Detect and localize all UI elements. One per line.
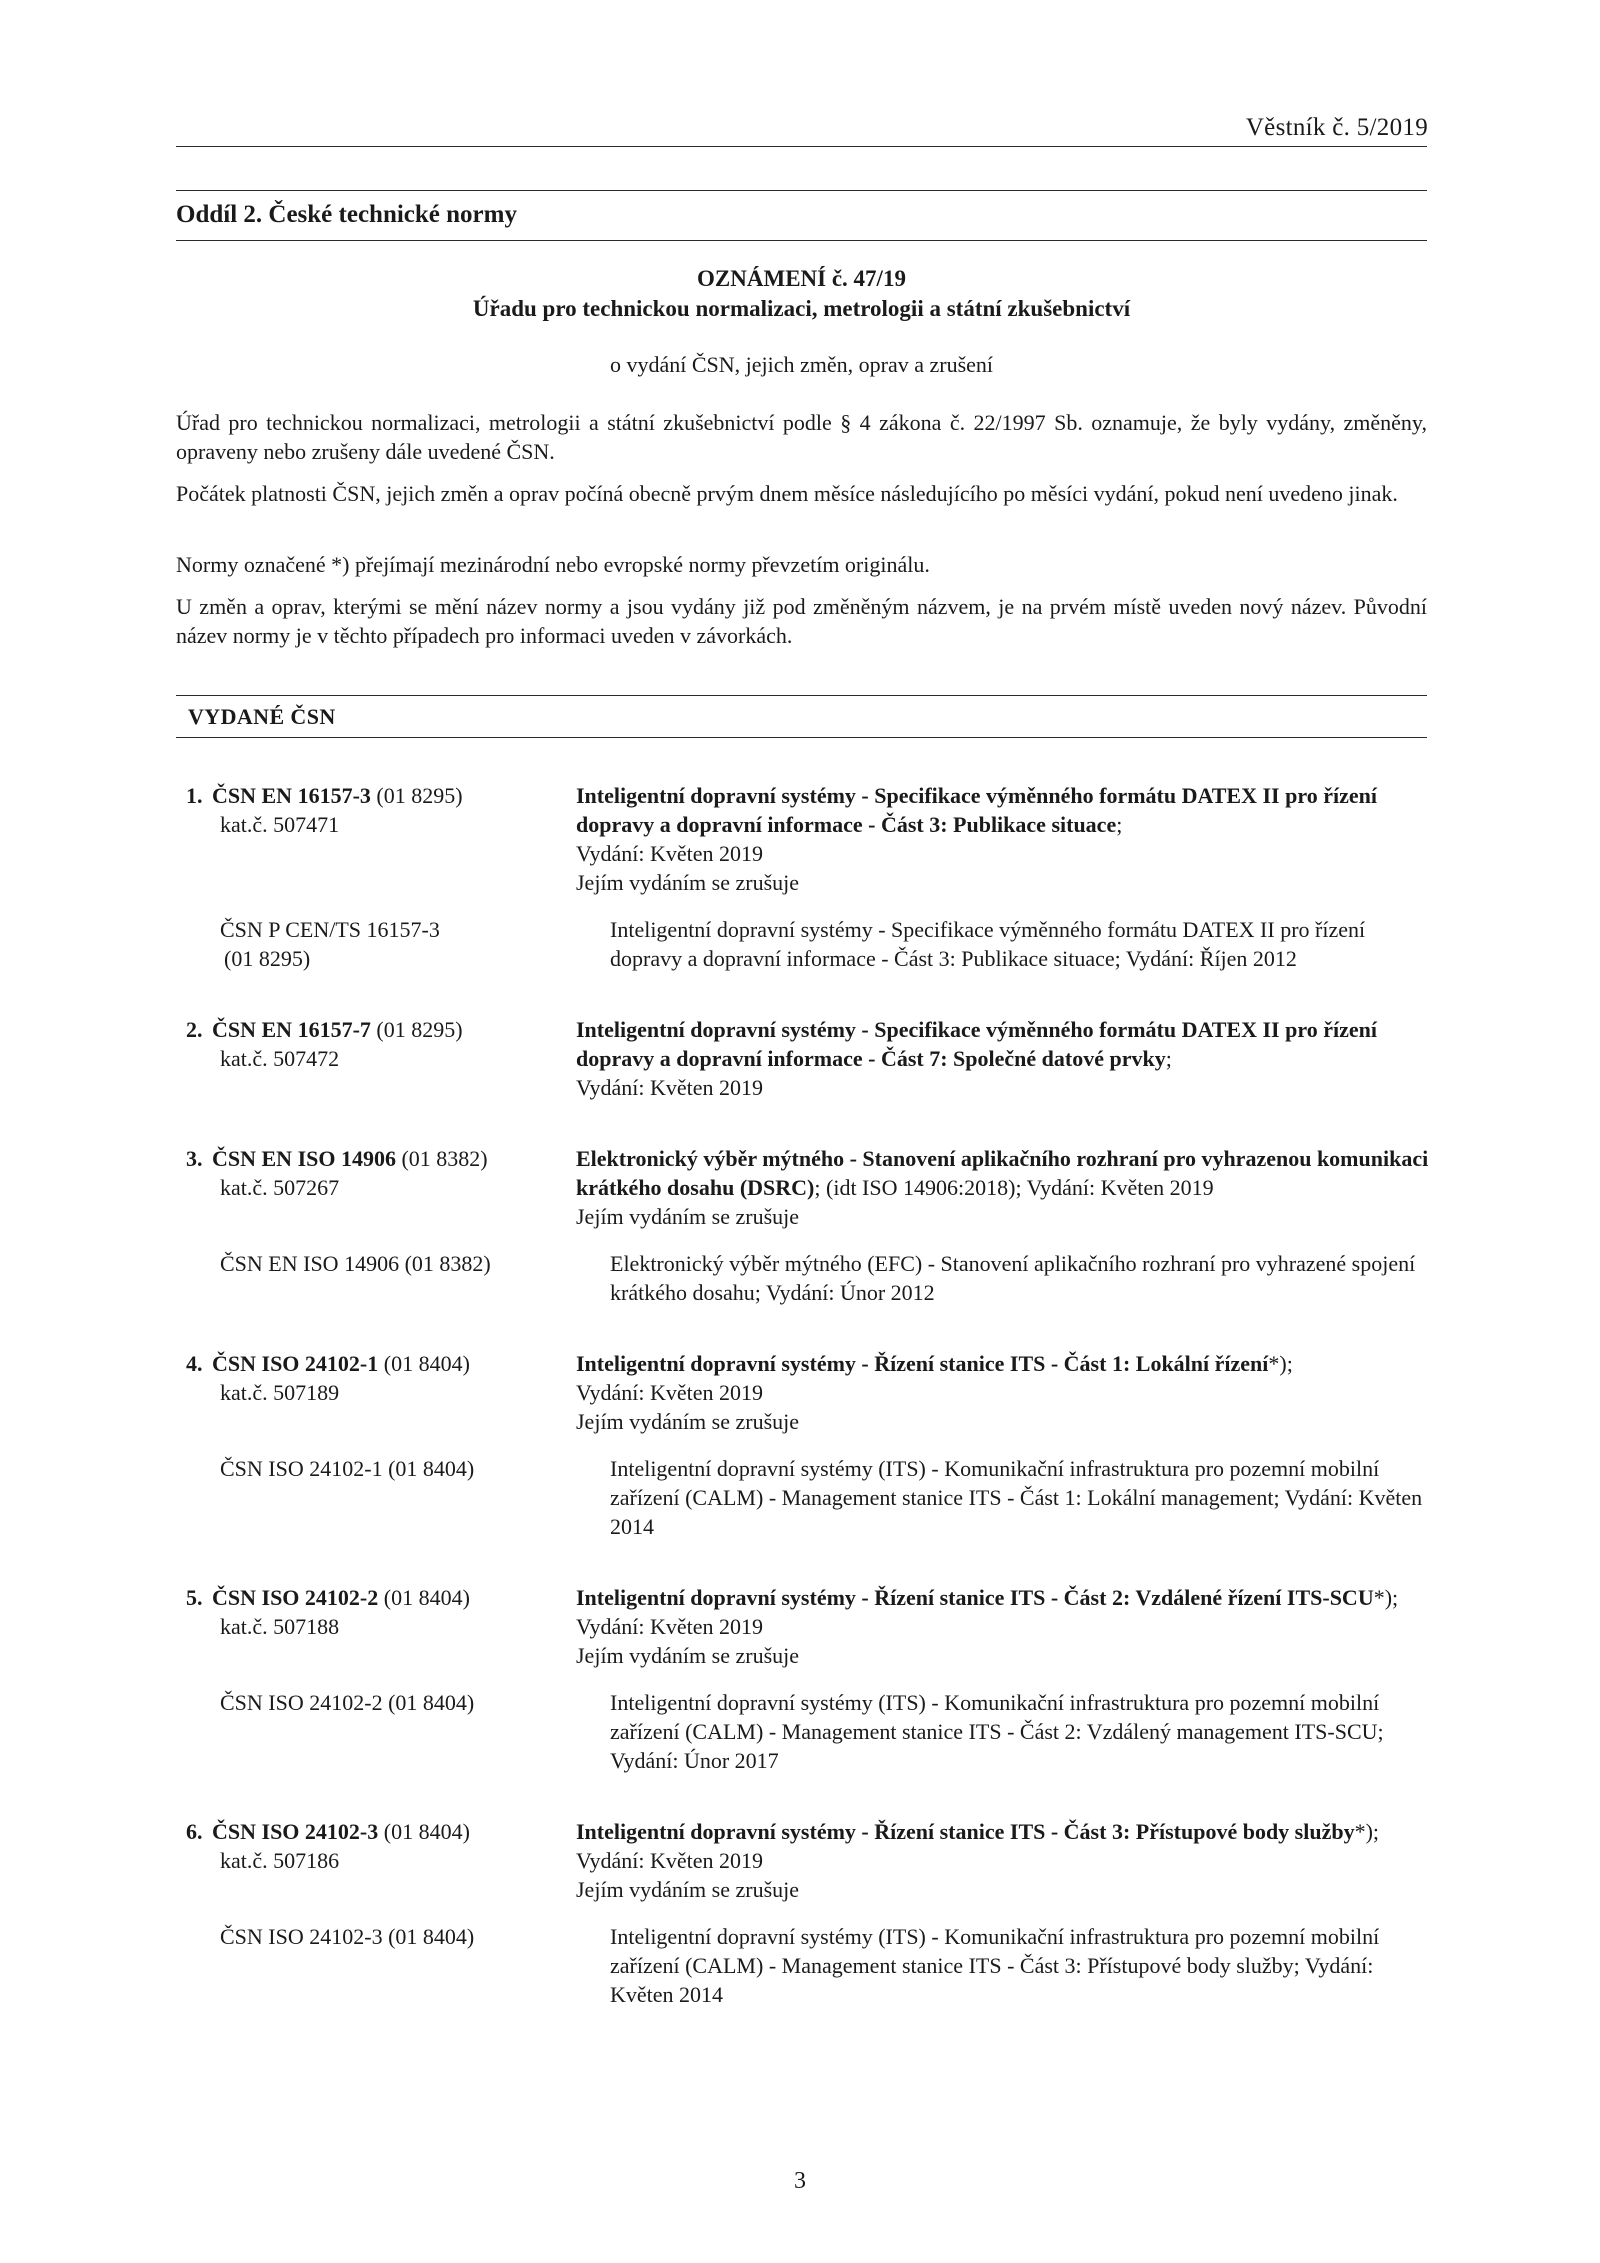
title-suffix: *); Vydání: Květen 2019 — [576, 1819, 1380, 1873]
title-change-note: U změn a oprav, kterými se mění název normy a jsou vydány již pod změněným názvem, je na prvém místě uveden nový název. Původní název normy je v těchto případech pro informaci uveden v závorkách. — [176, 594, 1427, 648]
issued-rule-top — [176, 695, 1427, 696]
standard-code: ČSN ISO 24102-1 — [212, 1351, 379, 1376]
replaced-code: ČSN ISO 24102-1 (01 8404) — [220, 1456, 475, 1481]
replaces-note: Jejím vydáním se zrušuje — [576, 1409, 800, 1434]
standard-title: Inteligentní dopravní systémy - Řízení stanice ITS - Část 1: Lokální řízení — [576, 1351, 1269, 1376]
replaces-note: Jejím vydáním se zrušuje — [576, 1643, 800, 1668]
intro-paragraph: Úřad pro technickou normalizaci, metrologii a státní zkušebnictví podle § 4 zákona č. 22/1997 Sb. oznamuje, že byly vydány, změněny, opraveny nebo zrušeny dále uvedené ČSN. — [176, 410, 1427, 464]
title-suffix: ; — [1116, 812, 1123, 837]
standard-class: (01 8295) — [376, 1017, 463, 1042]
standard-title: Inteligentní dopravní systémy - Specifikace výměnného formátu DATEX II pro řízení dopravy a dopravní informace - Část 7: Společné datové prvky — [576, 1017, 1377, 1071]
header-rule — [176, 146, 1427, 147]
standard-class: (01 8404) — [383, 1585, 470, 1610]
standard-class: (01 8382) — [401, 1146, 488, 1171]
section-title: Oddíl 2. České technické normy — [176, 201, 517, 228]
standard-code: ČSN ISO 24102-3 — [212, 1819, 379, 1844]
replaces-note: Jejím vydáním se zrušuje — [576, 1877, 800, 1902]
catalog-number: kat.č. 507267 — [220, 1175, 340, 1200]
validity-paragraph: Počátek platnosti ČSN, jejich změn a oprav počíná obecně prvým dnem měsíce následujícího po měsíci vydání, pokud není uvedeno jinak. — [176, 481, 1398, 506]
issue-date: Vydání: Květen 2019 — [576, 841, 763, 866]
standard-code: ČSN ISO 24102-2 — [212, 1585, 379, 1610]
issued-heading: VYDANÉ ČSN — [188, 704, 336, 729]
entry-number: 3. — [186, 1146, 203, 1171]
journal-issue: Věstník č. 5/2019 — [1245, 114, 1428, 141]
title-suffix: ; — [1165, 1046, 1172, 1071]
standard-code: ČSN EN ISO 14906 — [212, 1146, 396, 1171]
title-suffix: ; (idt ISO 14906:2018); Vydání: Květen 2019 — [814, 1175, 1214, 1200]
issue-date: Vydání: Květen 2019 — [576, 1380, 763, 1405]
title-suffix: *); — [1268, 1351, 1293, 1376]
replaced-text: Inteligentní dopravní systémy (ITS) - Komunikační infrastruktura pro pozemní mobilní zařízení (CALM) - Management stanice ITS - Část 3: Přístupové body služby; Vydání: Květen 2014 — [610, 1924, 1380, 2007]
replaced-class: (01 8295) — [224, 946, 311, 971]
section-rule-top — [176, 190, 1427, 191]
page-number: 3 — [794, 2168, 806, 2194]
standard-title: Inteligentní dopravní systémy - Specifikace výměnného formátu DATEX II pro řízení dopravy a dopravní informace - Část 3: Publikace situace — [576, 783, 1377, 837]
standard-entry — [186, 1144, 1431, 1307]
replaced-text: Inteligentní dopravní systémy (ITS) - Komunikační infrastruktura pro pozemní mobilní zařízení (CALM) - Management stanice ITS - Část 1: Lokální management; Vydání: Květen 2014 — [610, 1456, 1423, 1539]
notice-title: OZNÁMENÍ č. 47/19 — [697, 266, 906, 291]
replaced-code: ČSN ISO 24102-3 (01 8404) — [220, 1924, 475, 1949]
section-rule-bottom — [176, 240, 1427, 241]
standard-entry — [186, 1583, 1431, 1775]
issue-date: Vydání: Květen 2019 — [576, 1075, 763, 1100]
standard-class: (01 8404) — [383, 1351, 470, 1376]
entry-number: 6. — [186, 1819, 203, 1844]
catalog-number: kat.č. 507189 — [220, 1380, 340, 1405]
standard-entry — [186, 1015, 1431, 1102]
standard-title: Inteligentní dopravní systémy - Řízení stanice ITS - Část 2: Vzdálené řízení ITS-SCU — [576, 1585, 1374, 1610]
replaced-text: Inteligentní dopravní systémy - Specifikace výměnného formátu DATEX II pro řízení dopravy a dopravní informace - Část 3: Publikace situace; Vydání: Říjen 2012 — [610, 917, 1366, 971]
replaced-code: ČSN EN ISO 14906 (01 8382) — [220, 1251, 491, 1276]
replaced-code: ČSN ISO 24102-2 (01 8404) — [220, 1690, 475, 1715]
notice-subject: o vydání ČSN, jejich změn, oprav a zrušení — [609, 352, 994, 377]
replaces-note: Jejím vydáním se zrušuje — [576, 1204, 800, 1229]
standard-entry — [186, 1349, 1431, 1541]
standard-code: ČSN EN 16157-3 — [212, 783, 371, 808]
asterisk-note: Normy označené *) přejímají mezinárodní nebo evropské normy převzetím originálu. — [176, 552, 930, 577]
issued-rule-bottom — [176, 737, 1427, 738]
catalog-number: kat.č. 507472 — [220, 1046, 340, 1071]
replaced-text: Elektronický výběr mýtného (EFC) - Stanovení aplikačního rozhraní pro vyhrazené spojení krátkého dosahu; Vydání: Únor 2012 — [610, 1251, 1416, 1305]
standards-list — [186, 781, 1431, 2051]
title-suffix: *); Vydání: Květen 2019 — [576, 1585, 1399, 1639]
standard-entry — [186, 781, 1431, 973]
standard-code: ČSN EN 16157-7 — [212, 1017, 371, 1042]
standard-title: Inteligentní dopravní systémy - Řízení stanice ITS - Část 3: Přístupové body služby — [576, 1819, 1355, 1844]
entry-number: 4. — [186, 1351, 203, 1376]
entry-number: 5. — [186, 1585, 203, 1610]
catalog-number: kat.č. 507186 — [220, 1848, 340, 1873]
replaced-code: ČSN P CEN/TS 16157-3 — [220, 917, 440, 942]
standard-class: (01 8295) — [376, 783, 463, 808]
standard-class: (01 8404) — [383, 1819, 470, 1844]
replaced-text: Inteligentní dopravní systémy (ITS) - Komunikační infrastruktura pro pozemní mobilní zařízení (CALM) - Management stanice ITS - Část 2: Vzdálený management ITS-SCU; Vydání: Únor 2017 — [610, 1690, 1384, 1773]
notice-issuer: Úřadu pro technickou normalizaci, metrologii a státní zkušebnictví — [472, 296, 1131, 321]
replaces-note: Jejím vydáním se zrušuje — [576, 870, 800, 895]
catalog-number: kat.č. 507188 — [220, 1614, 340, 1639]
entry-number: 2. — [186, 1017, 203, 1042]
catalog-number: kat.č. 507471 — [220, 812, 340, 837]
entry-number: 1. — [186, 783, 203, 808]
standard-entry — [186, 1817, 1431, 2009]
standard-title: Elektronický výběr mýtného - Stanovení aplikačního rozhraní pro vyhrazenou komunikaci krátkého dosahu (DSRC) — [576, 1146, 1429, 1200]
